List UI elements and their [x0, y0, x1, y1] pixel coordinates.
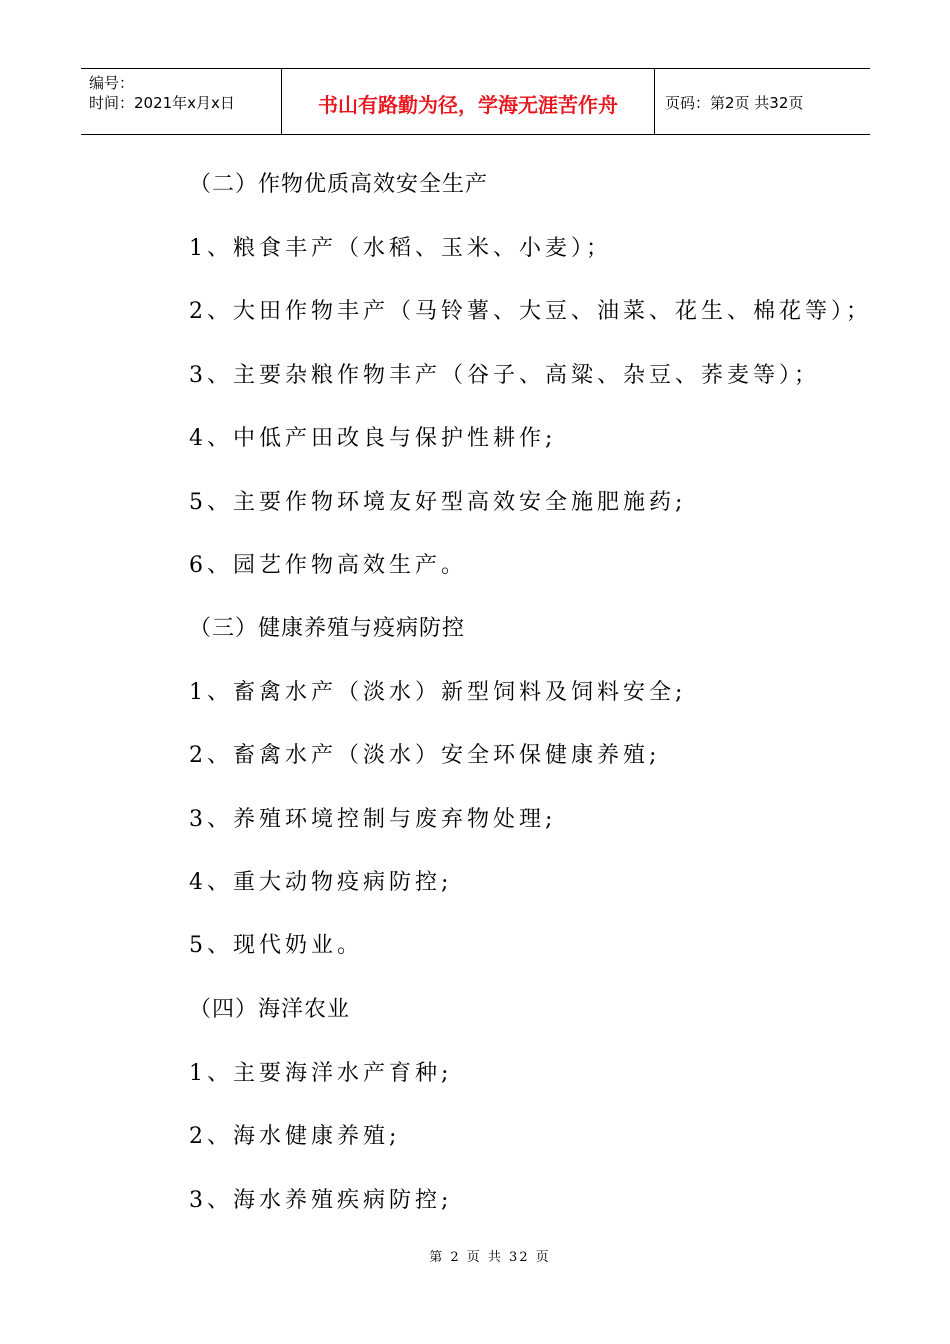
list-item: 3、海水养殖疾病防控; — [189, 1188, 453, 1213]
header-motto: 书山有路勤为径，学海无涯苦作舟 — [282, 69, 655, 134]
page-header — [81, 68, 870, 135]
list-item: 3、主要杂粮作物丰产（谷子、高粱、杂豆、荞麦等）； — [189, 363, 820, 388]
document-number-label: 编号： — [89, 74, 135, 92]
list-item: 1、粮食丰产（水稻、玉米、小麦）； — [189, 236, 612, 261]
list-item: 5、现代奶业。 — [189, 933, 363, 958]
list-item: 5、主要作物环境友好型高效安全施肥施药; — [189, 490, 687, 515]
list-item: 1、主要海洋水产育种; — [189, 1061, 453, 1086]
list-item: 4、中低产田改良与保护性耕作; — [189, 426, 557, 451]
section-heading: （四）海洋农业 — [189, 997, 351, 1022]
list-item: 2、海水健康养殖; — [189, 1124, 401, 1149]
header-page-info: 页码：第2页 共32页 — [665, 94, 804, 112]
document-date: 时间：2021年x月x日 — [89, 94, 235, 112]
list-item: 3、养殖环境控制与废弃物处理; — [189, 807, 557, 832]
list-item: 6、园艺作物高效生产。 — [189, 553, 467, 578]
list-item: 1、畜禽水产（淡水）新型饲料及饲料安全; — [189, 680, 687, 705]
section-heading: （二）作物优质高效安全生产 — [189, 172, 489, 197]
list-item: 2、大田作物丰产（马铃薯、大豆、油菜、花生、棉花等）； — [189, 299, 872, 324]
list-item: 2、畜禽水产（淡水）安全环保健康养殖; — [189, 743, 661, 768]
list-item: 4、重大动物疫病防控; — [189, 870, 453, 895]
section-heading: （三）健康养殖与疫病防控 — [189, 616, 466, 641]
header-meta — [81, 69, 282, 134]
page-footer: 第 2 页 共 32 页 — [429, 1250, 551, 1265]
